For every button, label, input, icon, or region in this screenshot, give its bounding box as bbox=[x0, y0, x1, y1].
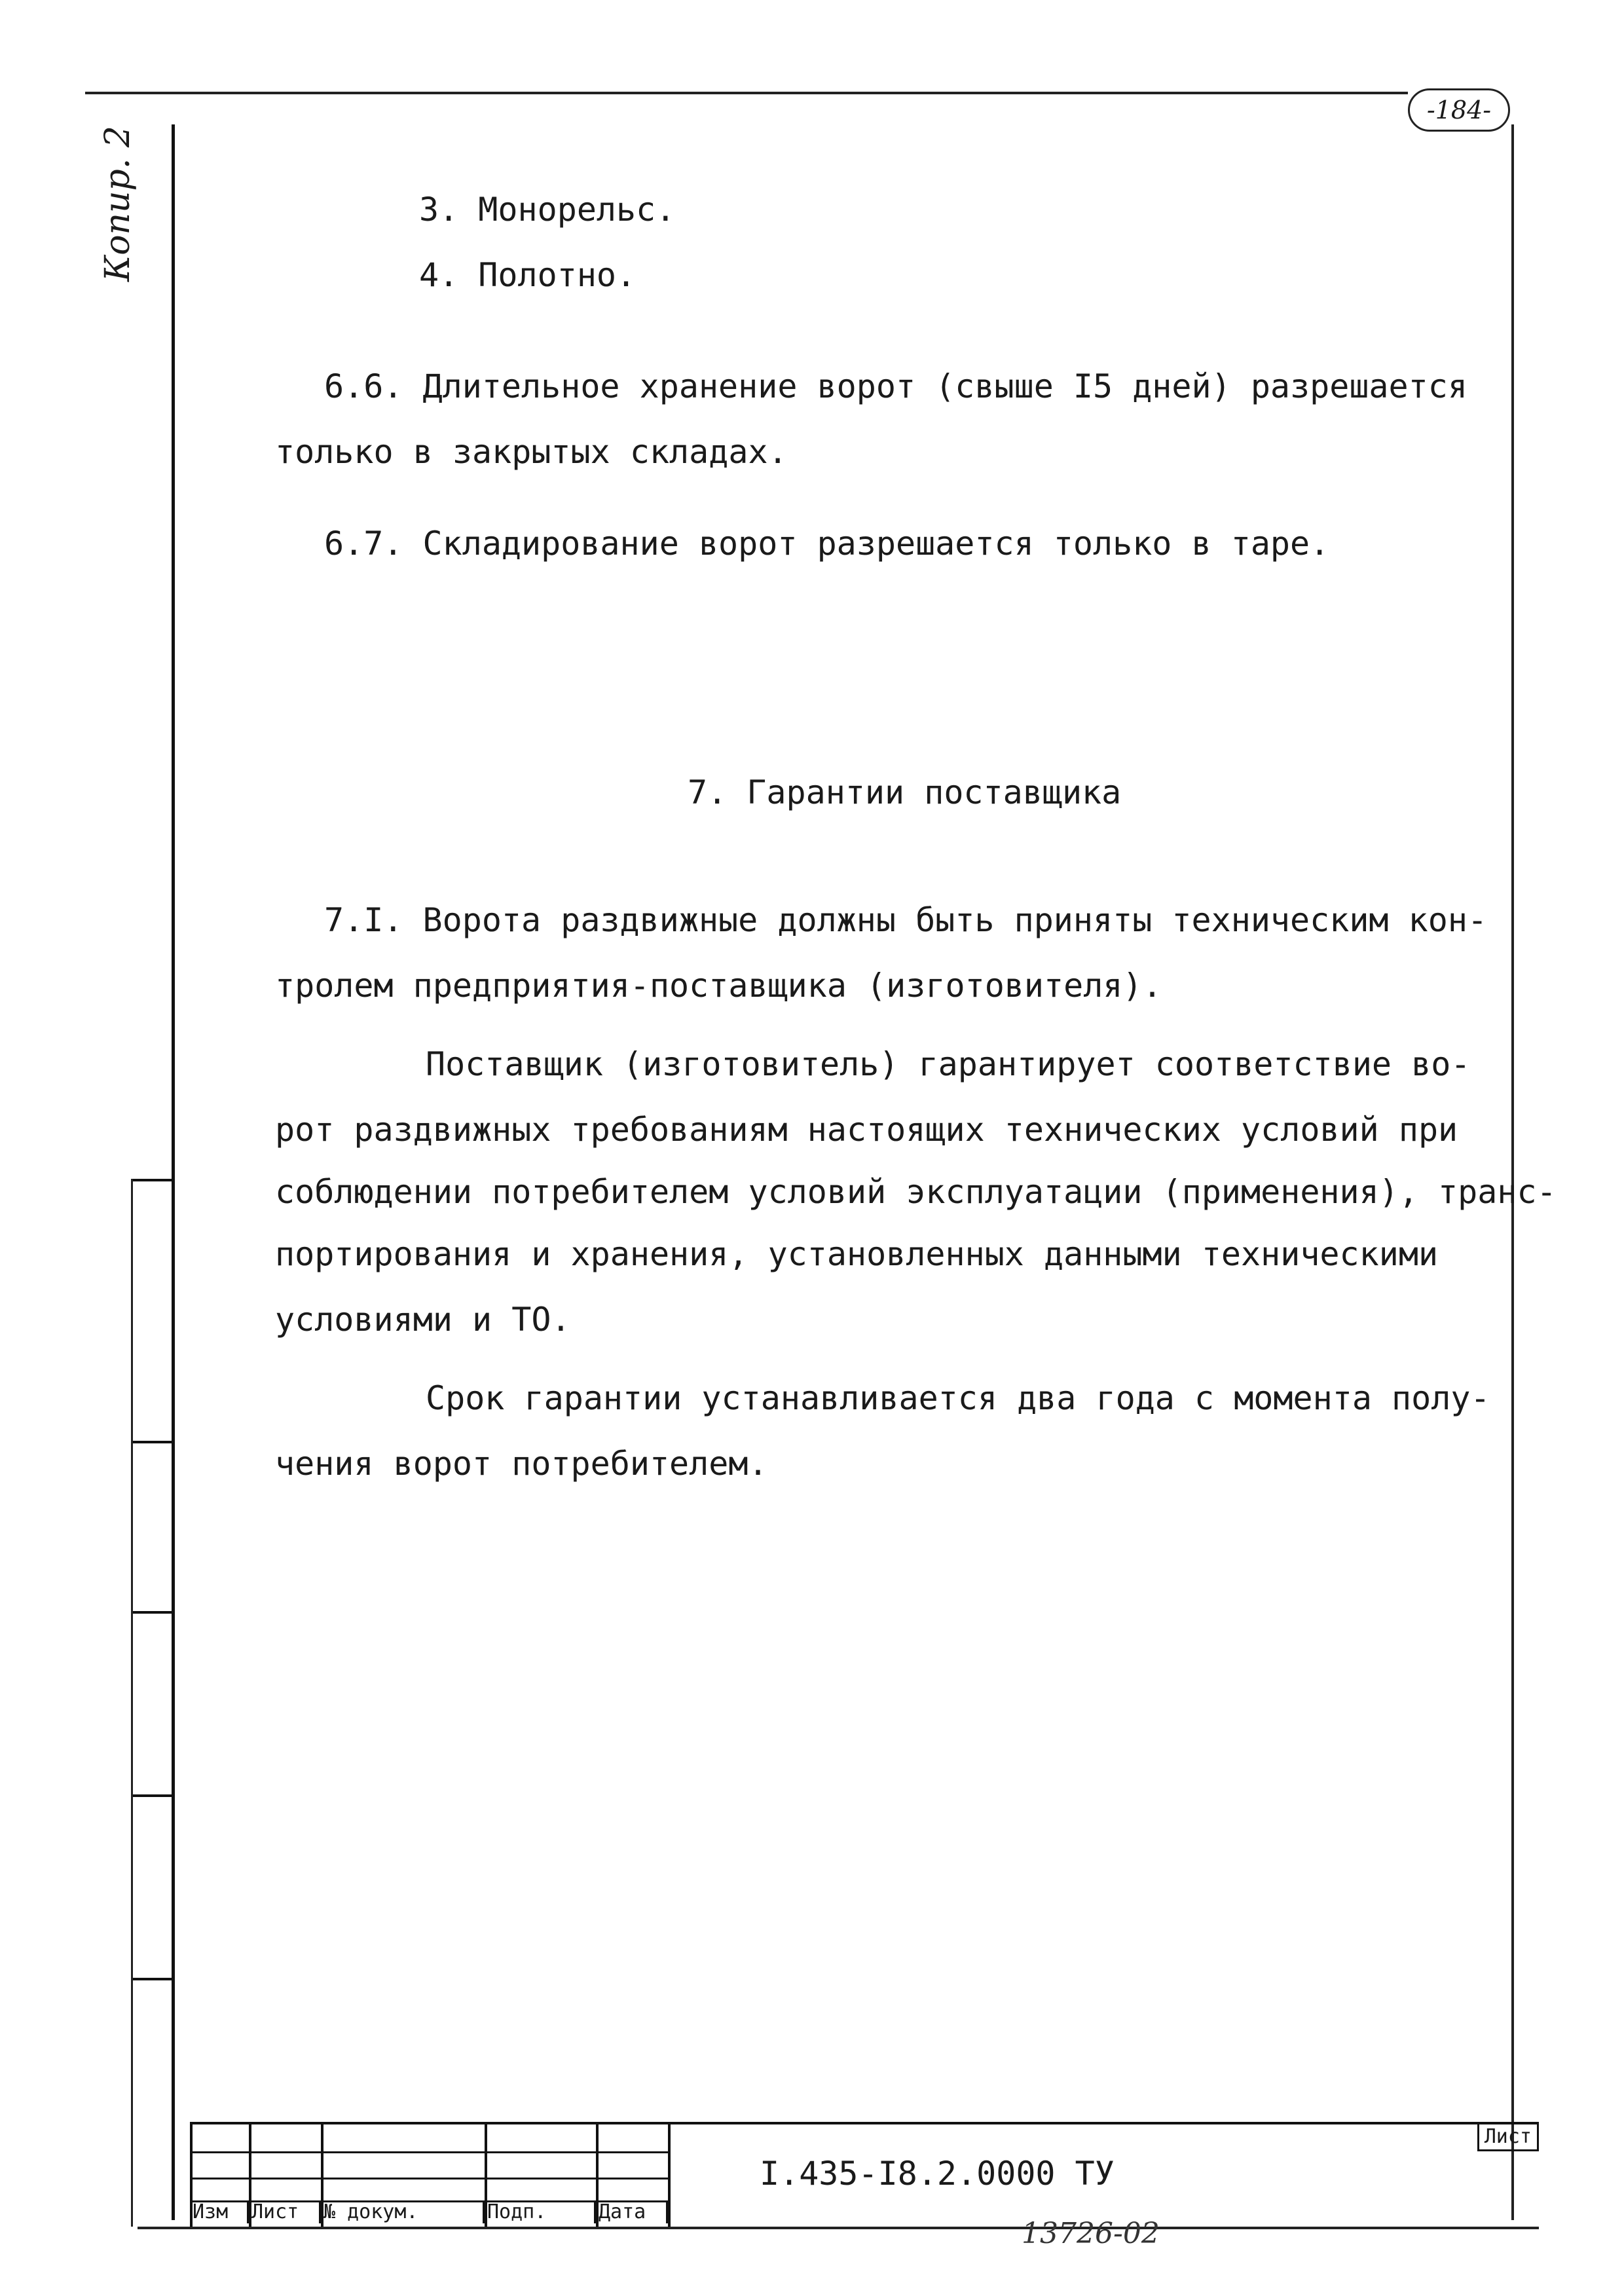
document-code: I.435-I8.2.0000 ТУ bbox=[760, 2155, 1115, 2193]
margin-note: Копир. 2 bbox=[98, 126, 138, 282]
paragraph-7-1-line2: тролем предприятия-поставщика (изготовителя). bbox=[275, 967, 1162, 1005]
top-rule bbox=[85, 92, 1408, 94]
col-date-label: Дата bbox=[596, 2200, 668, 2223]
paragraph-7-1-line1: 7.I. Ворота раздвижные должны быть приняты техническим кон- bbox=[324, 901, 1488, 939]
col-izm-label: Изм bbox=[190, 2200, 249, 2223]
paragraph-6-7: 6.7. Складирование ворот разрешается только в таре. bbox=[324, 525, 1330, 563]
title-block-labels bbox=[190, 2200, 668, 2223]
guarantee-line: портирования и хранения, установленных данными техническими bbox=[275, 1235, 1439, 1273]
bottom-rule bbox=[138, 2227, 1539, 2229]
title-block bbox=[190, 2122, 1539, 2227]
page-number: -184- bbox=[1408, 88, 1510, 132]
section-title: 7. Гарантии поставщика bbox=[688, 773, 1122, 811]
guarantee-line: рот раздвижных требованиям настоящих технических условий при bbox=[275, 1111, 1458, 1149]
paragraph-6-6-line2: только в закрытых складах. bbox=[275, 433, 788, 471]
list-item-4: 4. Полотно. bbox=[419, 256, 637, 294]
guarantee-line: условиями и ТО. bbox=[275, 1301, 571, 1339]
guarantee-line: Поставщик (изготовитель) гарантирует соответствие во- bbox=[426, 1045, 1471, 1083]
col-list-label: Лист bbox=[249, 2200, 321, 2223]
sheet-label: Лист bbox=[1477, 2122, 1539, 2151]
guarantee-line: соблюдении потребителем условий эксплуатации (применения), транс- bbox=[275, 1173, 1557, 1211]
term-line: чения ворот потребителем. bbox=[275, 1445, 768, 1483]
side-strip bbox=[131, 1179, 174, 2227]
term-line: Срок гарантии устанавливается два года с момента полу- bbox=[426, 1379, 1490, 1417]
col-sign-label: Подп. bbox=[485, 2200, 596, 2223]
archive-number: 13726-02 bbox=[1022, 2217, 1160, 2250]
paragraph-6-6-line1: 6.6. Длительное хранение ворот (свыше I5 дней) разрешается bbox=[324, 367, 1467, 405]
list-item-3: 3. Монорельс. bbox=[419, 191, 676, 229]
col-doc-label: № докум. bbox=[321, 2200, 485, 2223]
